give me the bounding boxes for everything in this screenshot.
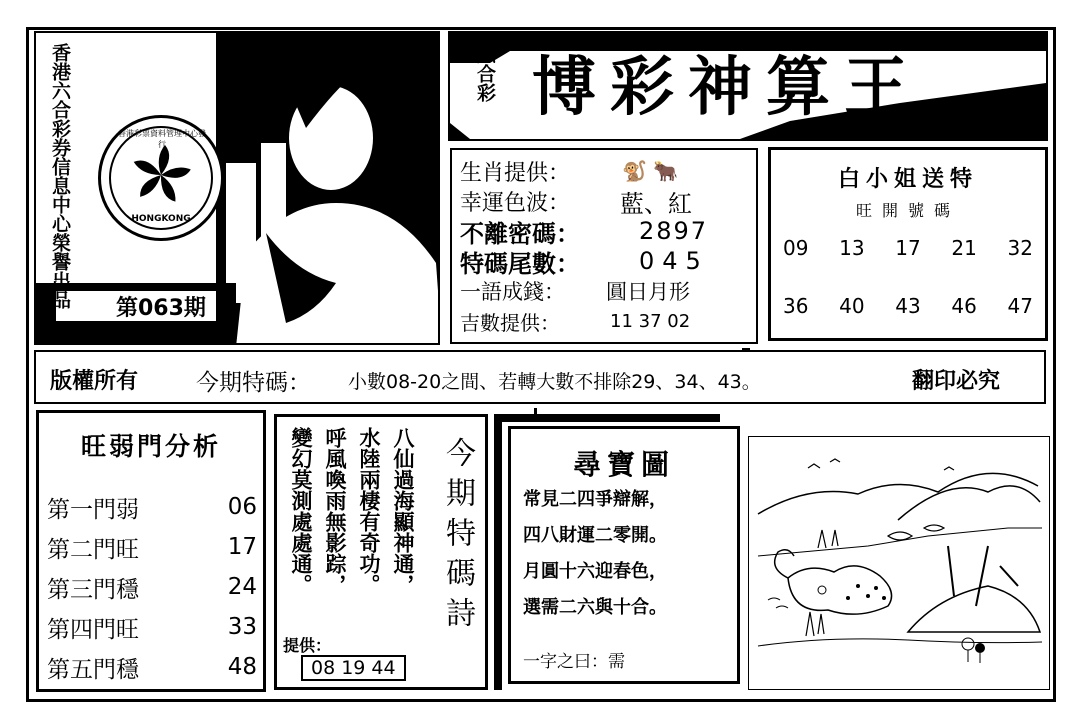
gate-row	[47, 647, 257, 687]
poem-column: 八仙過海顯神通，	[391, 427, 416, 595]
special-number: 21	[951, 236, 977, 260]
treasure-hint: 一字之曰：需	[523, 652, 625, 672]
banner-label: 今期特碼：	[196, 370, 311, 396]
info-label: 特碼尾數：	[460, 249, 580, 278]
treasure-line: 四八財運二零開。	[523, 525, 667, 546]
info-value: 圓日月形	[606, 280, 690, 304]
landscape-illustration	[748, 436, 1050, 690]
special-numbers-row1	[783, 236, 1033, 260]
gate-name: 第三門穩	[47, 576, 139, 603]
gate-number: 24	[227, 574, 257, 600]
gate-name: 第五門穩	[47, 656, 139, 683]
gate-row	[47, 567, 257, 607]
info-label: 吉數提供：	[460, 310, 560, 335]
gate-name: 第二門旺	[47, 536, 139, 563]
info-value: 045	[639, 247, 709, 275]
banner-text: 小數08-20之間、若轉大數不排除29、34、43。	[348, 371, 761, 393]
issue-number: 第063期	[116, 296, 206, 321]
photo-panel	[34, 31, 440, 345]
special-number: 36	[783, 294, 809, 318]
special-title: 白小姐送特	[837, 166, 978, 192]
special-numbers-row2	[783, 294, 1033, 318]
seal-bottom-text: HONGKONG	[131, 214, 191, 224]
special-number: 17	[895, 236, 921, 260]
poem-provide-value: 08 19 44	[301, 655, 406, 681]
treasure-panel	[508, 426, 740, 684]
special-number: 32	[1007, 236, 1033, 260]
info-panel	[450, 148, 758, 344]
treasure-line: 月圓十六迎春色，	[523, 561, 667, 582]
info-row	[460, 216, 750, 246]
banner	[34, 350, 1046, 404]
treasure-line: 選需二六與十合。	[523, 597, 667, 618]
banner-right: 翻印必究	[912, 369, 1001, 394]
info-label: 生肖提供：	[460, 160, 571, 186]
gate-row	[47, 607, 257, 647]
landscape-drawing	[748, 436, 1050, 690]
poem-provide-label: 提供：	[283, 636, 332, 655]
gate-row	[47, 527, 257, 567]
info-row	[460, 306, 750, 336]
special-number: 43	[895, 294, 921, 318]
special-subtitle: 旺開號碼	[855, 201, 960, 220]
gate-number: 17	[227, 534, 257, 560]
banner-left: 版權所有	[50, 369, 139, 394]
vertical-caption: 香港六合彩券信息中心榮譽出品	[49, 43, 71, 309]
poem-side-title: 今期特碼詩	[440, 437, 475, 637]
decor-mark	[534, 408, 537, 418]
title-small-label: 六合彩	[474, 45, 496, 102]
gate-number: 33	[227, 614, 257, 640]
info-row	[460, 186, 750, 216]
poem-panel	[274, 414, 488, 690]
decor-mark	[742, 348, 750, 351]
treasure-line: 常見二四爭辯解，	[523, 489, 667, 510]
hongkong-seal	[98, 115, 224, 241]
gate-number: 48	[227, 654, 257, 680]
info-value: 藍、紅	[620, 189, 692, 218]
info-row	[460, 246, 750, 276]
special-number: 40	[839, 294, 865, 318]
info-row	[460, 276, 750, 306]
special-number: 13	[839, 236, 865, 260]
gates-panel	[36, 410, 266, 692]
info-value: 2897	[639, 217, 709, 245]
portrait-photo	[36, 33, 440, 345]
title-panel	[448, 31, 1048, 141]
seal-ring-text: 香港彩票資料管理中心發行	[118, 129, 206, 149]
poem-column: 呼風喚雨無影踪，	[323, 427, 348, 595]
info-label: 不離密碼：	[460, 219, 580, 248]
info-label: 一語成錢：	[460, 280, 565, 304]
special-number: 47	[1007, 294, 1033, 318]
gate-number: 06	[227, 494, 257, 520]
info-label: 幸運色波：	[460, 190, 571, 216]
title-main: 博彩神算王	[532, 50, 922, 125]
gate-name: 第一門弱	[47, 496, 139, 523]
gate-name: 第四門旺	[47, 616, 139, 643]
info-value: 🐒 🐂	[622, 159, 679, 183]
info-row	[460, 156, 750, 186]
poem-column: 水陸兩棲有奇功。	[357, 427, 382, 595]
info-value: 11 37 02	[610, 310, 691, 332]
special-panel	[768, 147, 1048, 341]
bauhinia-icon	[126, 140, 196, 210]
gate-row	[47, 487, 257, 527]
special-number: 09	[783, 236, 809, 260]
gates-title: 旺弱門分析	[80, 432, 221, 461]
treasure-title: 尋寶圖	[572, 448, 675, 481]
special-number: 46	[951, 294, 977, 318]
poem-column: 變幻莫測處處通。	[289, 427, 314, 595]
